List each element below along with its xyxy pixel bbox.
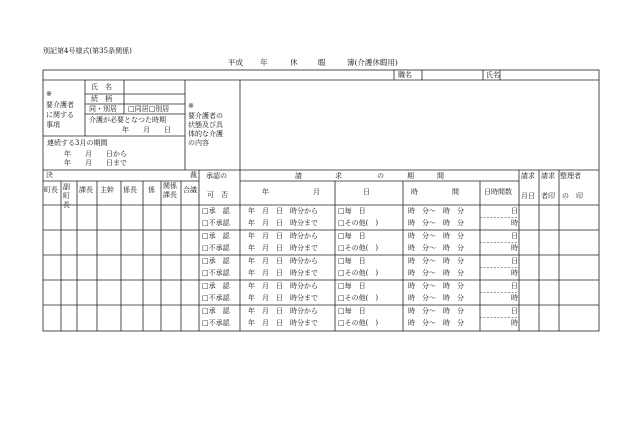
days-header: 日時間数 (484, 188, 512, 196)
other-checkbox[interactable]: □その他( ) (338, 294, 379, 302)
other-checkbox[interactable]: □その他( ) (338, 269, 379, 277)
other-checkbox[interactable]: □その他( ) (338, 244, 379, 252)
hour-unit: 時 (511, 319, 518, 327)
decision-col-subsection-chief: 係長 (123, 186, 137, 194)
to-date[interactable]: 年 月 日 時分まで (248, 319, 318, 327)
title-char-3: 簿(介護休暇用) (347, 58, 398, 67)
care-state-marker: ※ (188, 102, 194, 110)
every-day-checkbox[interactable]: □毎 日 (338, 232, 366, 240)
decision-col-section-chief: 課長 (79, 186, 93, 194)
decision-col-mayor: 町長 (44, 186, 58, 194)
care-target-heading-2: に関する (46, 111, 74, 119)
title-char-2: 暇 (318, 58, 326, 67)
form-number-label: 別記第4号様式(第35条関係) (43, 47, 132, 55)
care-cohabit-label: 同・別居 (89, 105, 117, 113)
care-need-since-label: 介護が必要となつた時期 (89, 116, 166, 124)
time-header-period: 間 (452, 188, 459, 196)
hour-unit: 時 (511, 244, 518, 252)
approve-checkbox[interactable]: □承 認 (202, 282, 230, 290)
reject-checkbox[interactable]: □不承認 (202, 269, 230, 277)
request-header-1: 請 (295, 172, 302, 180)
from-date[interactable]: 年 月 日 時分から (248, 207, 318, 215)
period-from[interactable]: 年 月 日から (64, 150, 127, 158)
care-state-heading-4: の内容 (188, 139, 209, 147)
day-unit: 日 (511, 232, 518, 240)
care-state-field[interactable] (242, 82, 597, 168)
approve-checkbox[interactable]: □承 認 (202, 307, 230, 315)
reject-checkbox[interactable]: □不承認 (202, 244, 230, 252)
time-range-a[interactable]: 時 分～ 時 分 (408, 232, 464, 240)
decision-header-2: 裁 (190, 171, 197, 179)
time-range-b[interactable]: 時 分～ 時 分 (408, 294, 464, 302)
hour-unit: 時 (511, 294, 518, 302)
right-col-3-top: 整理者 (560, 172, 581, 180)
care-target-heading-1: 要介護者 (46, 101, 74, 109)
care-need-since-date[interactable]: 年 月 日 (122, 126, 171, 134)
period-label: 連続する3月の期間 (47, 139, 108, 147)
to-date[interactable]: 年 月 日 時分まで (248, 219, 318, 227)
hour-unit: 時 (511, 219, 518, 227)
hour-unit: 時 (511, 269, 518, 277)
approval-header: 承認の (206, 172, 227, 180)
every-day-checkbox[interactable]: □毎 日 (338, 307, 366, 315)
reject-checkbox[interactable]: □不承認 (202, 294, 230, 302)
decision-col-manager: 主幹 (100, 186, 114, 194)
title-char-1: 休 (290, 58, 298, 67)
time-range-b[interactable]: 時 分～ 時 分 (408, 219, 464, 227)
right-col-1-bottom: 月日 (521, 192, 535, 200)
care-relation-label: 続 柄 (91, 95, 112, 103)
right-col-2-top: 請求 (541, 172, 555, 180)
from-date[interactable]: 年 月 日 時分から (248, 232, 318, 240)
right-col-3-bottom: の 印 (562, 192, 583, 200)
care-target-heading-3: 事項 (46, 121, 60, 129)
care-state-heading-2: 状態及び具 (188, 121, 223, 129)
period-to[interactable]: 年 月 日まで (64, 159, 127, 167)
time-range-a[interactable]: 時 分～ 時 分 (408, 257, 464, 265)
care-state-heading-3: 体的な介護 (188, 130, 223, 138)
other-checkbox[interactable]: □その他( ) (338, 219, 379, 227)
decision-col-consultation: 合議 (183, 186, 197, 194)
from-date[interactable]: 年 月 日 時分から (248, 282, 318, 290)
post-field[interactable] (424, 71, 482, 80)
year-label: 年 (260, 58, 268, 67)
time-header-hour: 時 (411, 188, 418, 196)
day-unit: 日 (511, 257, 518, 265)
request-header-5: 間 (437, 172, 444, 180)
from-date[interactable]: 年 月 日 時分から (248, 257, 318, 265)
request-header-3: の (377, 172, 384, 180)
era-label: 平成 (228, 58, 243, 67)
approve-checkbox[interactable]: □承 認 (202, 232, 230, 240)
request-header-4: 期 (407, 172, 414, 180)
date-header-day: 日 (363, 188, 370, 196)
time-range-b[interactable]: 時 分～ 時 分 (408, 269, 464, 277)
care-name-label: 氏 名 (91, 83, 112, 91)
other-checkbox[interactable]: □その他( ) (338, 319, 379, 327)
day-unit: 日 (511, 207, 518, 215)
to-date[interactable]: 年 月 日 時分まで (248, 244, 318, 252)
time-range-a[interactable]: 時 分～ 時 分 (408, 307, 464, 315)
day-unit: 日 (511, 307, 518, 315)
from-date[interactable]: 年 月 日 時分から (248, 307, 318, 315)
decision-col-related-chief: 関係課長 (163, 182, 177, 199)
care-state-heading-1: 要介護者の (188, 112, 223, 120)
name-field[interactable] (502, 71, 598, 80)
every-day-checkbox[interactable]: □毎 日 (338, 207, 366, 215)
approval-sub: 可 否 (207, 191, 228, 199)
date-header-month: 月 (313, 188, 320, 196)
time-range-b[interactable]: 時 分～ 時 分 (408, 319, 464, 327)
approve-checkbox[interactable]: □承 認 (202, 207, 230, 215)
decision-col-vice-mayor: 副町長 (63, 183, 70, 209)
every-day-checkbox[interactable]: □毎 日 (338, 282, 366, 290)
approve-checkbox[interactable]: □承 認 (202, 257, 230, 265)
request-header-2: 求 (335, 172, 342, 180)
day-unit: 日 (511, 282, 518, 290)
decision-col-staff: 係 (148, 186, 155, 194)
care-cohabit-options[interactable]: □同居□別居 (128, 105, 170, 113)
reject-checkbox[interactable]: □不承認 (202, 319, 230, 327)
date-header-year: 年 (262, 188, 269, 196)
every-day-checkbox[interactable]: □毎 日 (338, 257, 366, 265)
time-range-b[interactable]: 時 分～ 時 分 (408, 244, 464, 252)
time-range-a[interactable]: 時 分～ 時 分 (408, 207, 464, 215)
to-date[interactable]: 年 月 日 時分まで (248, 294, 318, 302)
decision-header-1: 決 (46, 171, 53, 179)
name-label: 氏名 (486, 71, 500, 79)
to-date[interactable]: 年 月 日 時分まで (248, 269, 318, 277)
right-col-1-top: 請求 (521, 172, 535, 180)
right-col-2-bottom: 者印 (541, 192, 555, 200)
reject-checkbox[interactable]: □不承認 (202, 219, 230, 227)
time-range-a[interactable]: 時 分～ 時 分 (408, 282, 464, 290)
post-label: 職名 (398, 71, 412, 79)
care-target-marker: ※ (46, 90, 52, 98)
